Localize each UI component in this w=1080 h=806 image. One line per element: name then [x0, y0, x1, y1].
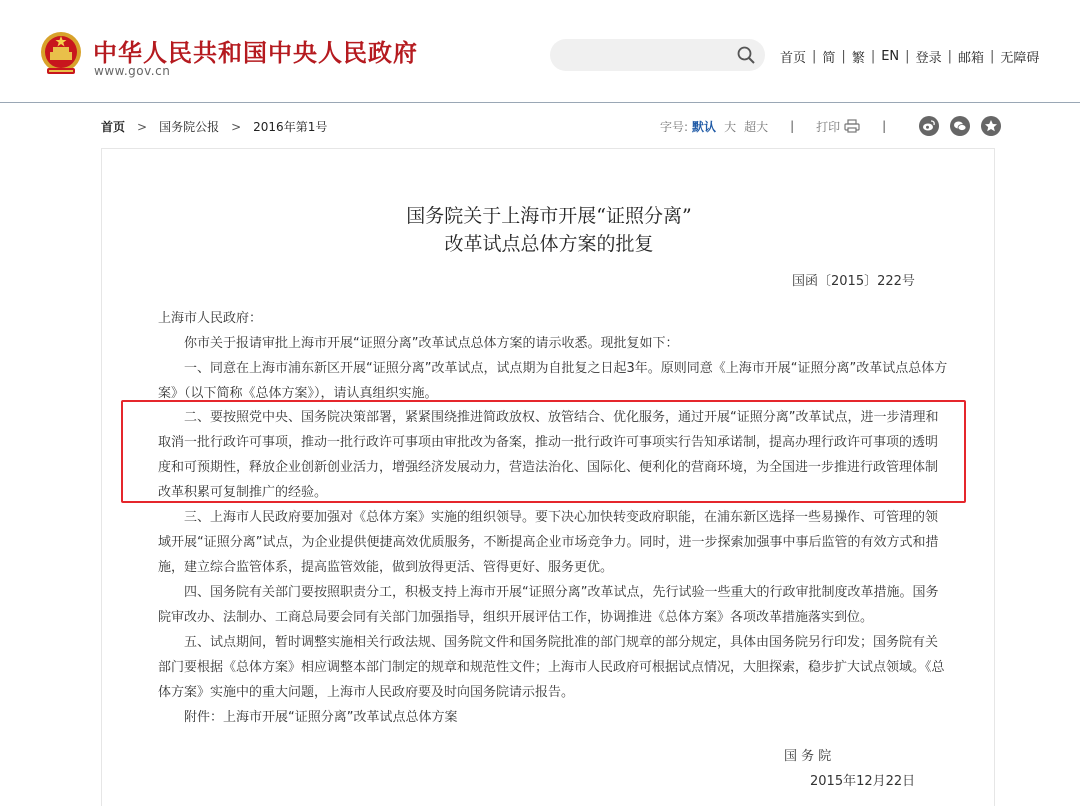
site-title[interactable]: 中华人民共和国中央人民政府: [93, 39, 418, 67]
breadcrumb-gazette[interactable]: 国务院公报: [159, 120, 220, 134]
chevron-right-icon: >: [231, 119, 242, 134]
search-box: [550, 39, 765, 71]
nav-separator: |: [989, 49, 995, 64]
wechat-icon[interactable]: [950, 116, 970, 136]
nav-home[interactable]: 首页: [780, 51, 807, 66]
paragraph-4: 四、国务院有关部门要按照职责分工，积极支持上海市开展“证照分离”改革试点，先行试验一些重大的行政审批制度改革措施。国务院审改办、法制办、工商总局要会同有关部门加强指导，组织开展评估工作，协调推进《总体方案》各项改革措施落实到位。: [158, 585, 939, 625]
nav-separator: |: [812, 49, 817, 64]
search-input[interactable]: [564, 45, 724, 65]
nav-separator: |: [841, 49, 846, 64]
font-size-xlarge[interactable]: 超大: [744, 119, 769, 134]
font-size-default[interactable]: 默认: [692, 119, 717, 134]
nav-separator: |: [947, 49, 952, 64]
tools-divider: |: [790, 119, 795, 133]
nav-separator: |: [870, 49, 876, 64]
document-date: 2015年12月22日: [810, 774, 916, 789]
top-nav: [780, 47, 1039, 66]
document-card: [101, 148, 995, 806]
nav-traditional[interactable]: 繁: [851, 51, 865, 66]
paragraph-2: 二、要按照党中央、国务院决策部署，紧紧围绕推进简政放权、放管结合、优化服务，通过开展“证照分离”改革试点，进一步清理和取消一批行政许可事项，推动一批行政许可事项由审批改为备案，推动一批行政许可事项实行告知承诺制，提高办理行政许可事项的透明度和可预期性，释放企业创新创业活力，增强经济发展动力，营造法治化、国际化、便利化的营商环境，为全国进一步推进行政管理体制改革积累可复制推广的经验。: [158, 410, 939, 500]
tools-divider: |: [882, 119, 887, 133]
print-label[interactable]: 打印: [816, 119, 841, 134]
paragraph-3: 三、上海市人民政府要加强对《总体方案》实施的组织领导。要下决心加快转变政府职能，在浦东新区选择一些易操作、可管理的领域开展“证照分离”试点，为企业提供便捷高效优质服务，不断提高企业市场竞争力。同时，进一步探索加强事中事后监管的有效方式和措施，建立综合监管体系，提高监管效能，做到放得更活、管得更好、服务更优。: [158, 510, 939, 575]
article-tools: [660, 116, 1001, 136]
breadcrumb-home[interactable]: 首页: [101, 120, 126, 134]
nav-simplified[interactable]: 简: [822, 51, 836, 66]
paragraph-5: 五、试点期间，暂时调整实施相关行政法规、国务院文件和国务院批准的部门规章的部分规定，具体由国务院另行印发；国务院有关部门要根据《总体方案》相应调整本部门制定的规章和规范性文件；上海市人民政府可根据试点情况，大胆探索，稳步扩大试点领域。《总体方案》实施中的重大问题，上海市人民政府要及时向国务院请示报告。: [158, 635, 945, 700]
document-title-line1: 国务院关于上海市开展“证照分离”: [406, 205, 692, 227]
salutation: 上海市人民政府：: [158, 311, 263, 326]
attachment-line: 附件：上海市开展“证照分离”改革试点总体方案: [184, 710, 458, 725]
font-size-large[interactable]: 大: [724, 119, 737, 134]
search-icon[interactable]: [736, 45, 756, 65]
breadcrumb: [101, 118, 327, 135]
document-title-line2: 改革试点总体方案的批复: [444, 233, 654, 255]
chevron-right-icon: >: [137, 119, 148, 134]
breadcrumb-issue[interactable]: 2016年第1号: [253, 120, 328, 134]
nav-separator: |: [905, 49, 910, 64]
print-icon[interactable]: [844, 119, 860, 133]
nav-mailbox[interactable]: 邮箱: [957, 51, 984, 66]
nav-accessibility[interactable]: 无障碍: [1000, 51, 1040, 66]
nav-login[interactable]: 登录: [915, 51, 942, 66]
national-emblem-icon[interactable]: [39, 30, 83, 78]
signature: 国 务 院: [784, 749, 832, 764]
paragraph-intro: 你市关于报请审批上海市开展“证照分离”改革试点总体方案的请示收悉。现批复如下：: [184, 336, 679, 351]
site-header: [0, 0, 1080, 103]
font-size-label: 字号:: [660, 119, 689, 134]
favorite-icon[interactable]: [981, 116, 1001, 136]
weibo-icon[interactable]: [919, 116, 939, 136]
highlight-annotation: [121, 400, 966, 503]
document-number: 国函〔2015〕222号: [792, 274, 915, 289]
site-url: www.gov.cn: [94, 64, 171, 78]
paragraph-1: 一、同意在上海市浦东新区开展“证照分离”改革试点，试点期为自批复之日起3年。原则同意《上海市开展“证照分离”改革试点总体方案》（以下简称《总体方案》），请认真组织实施。: [158, 361, 948, 401]
nav-english[interactable]: EN: [881, 49, 900, 64]
